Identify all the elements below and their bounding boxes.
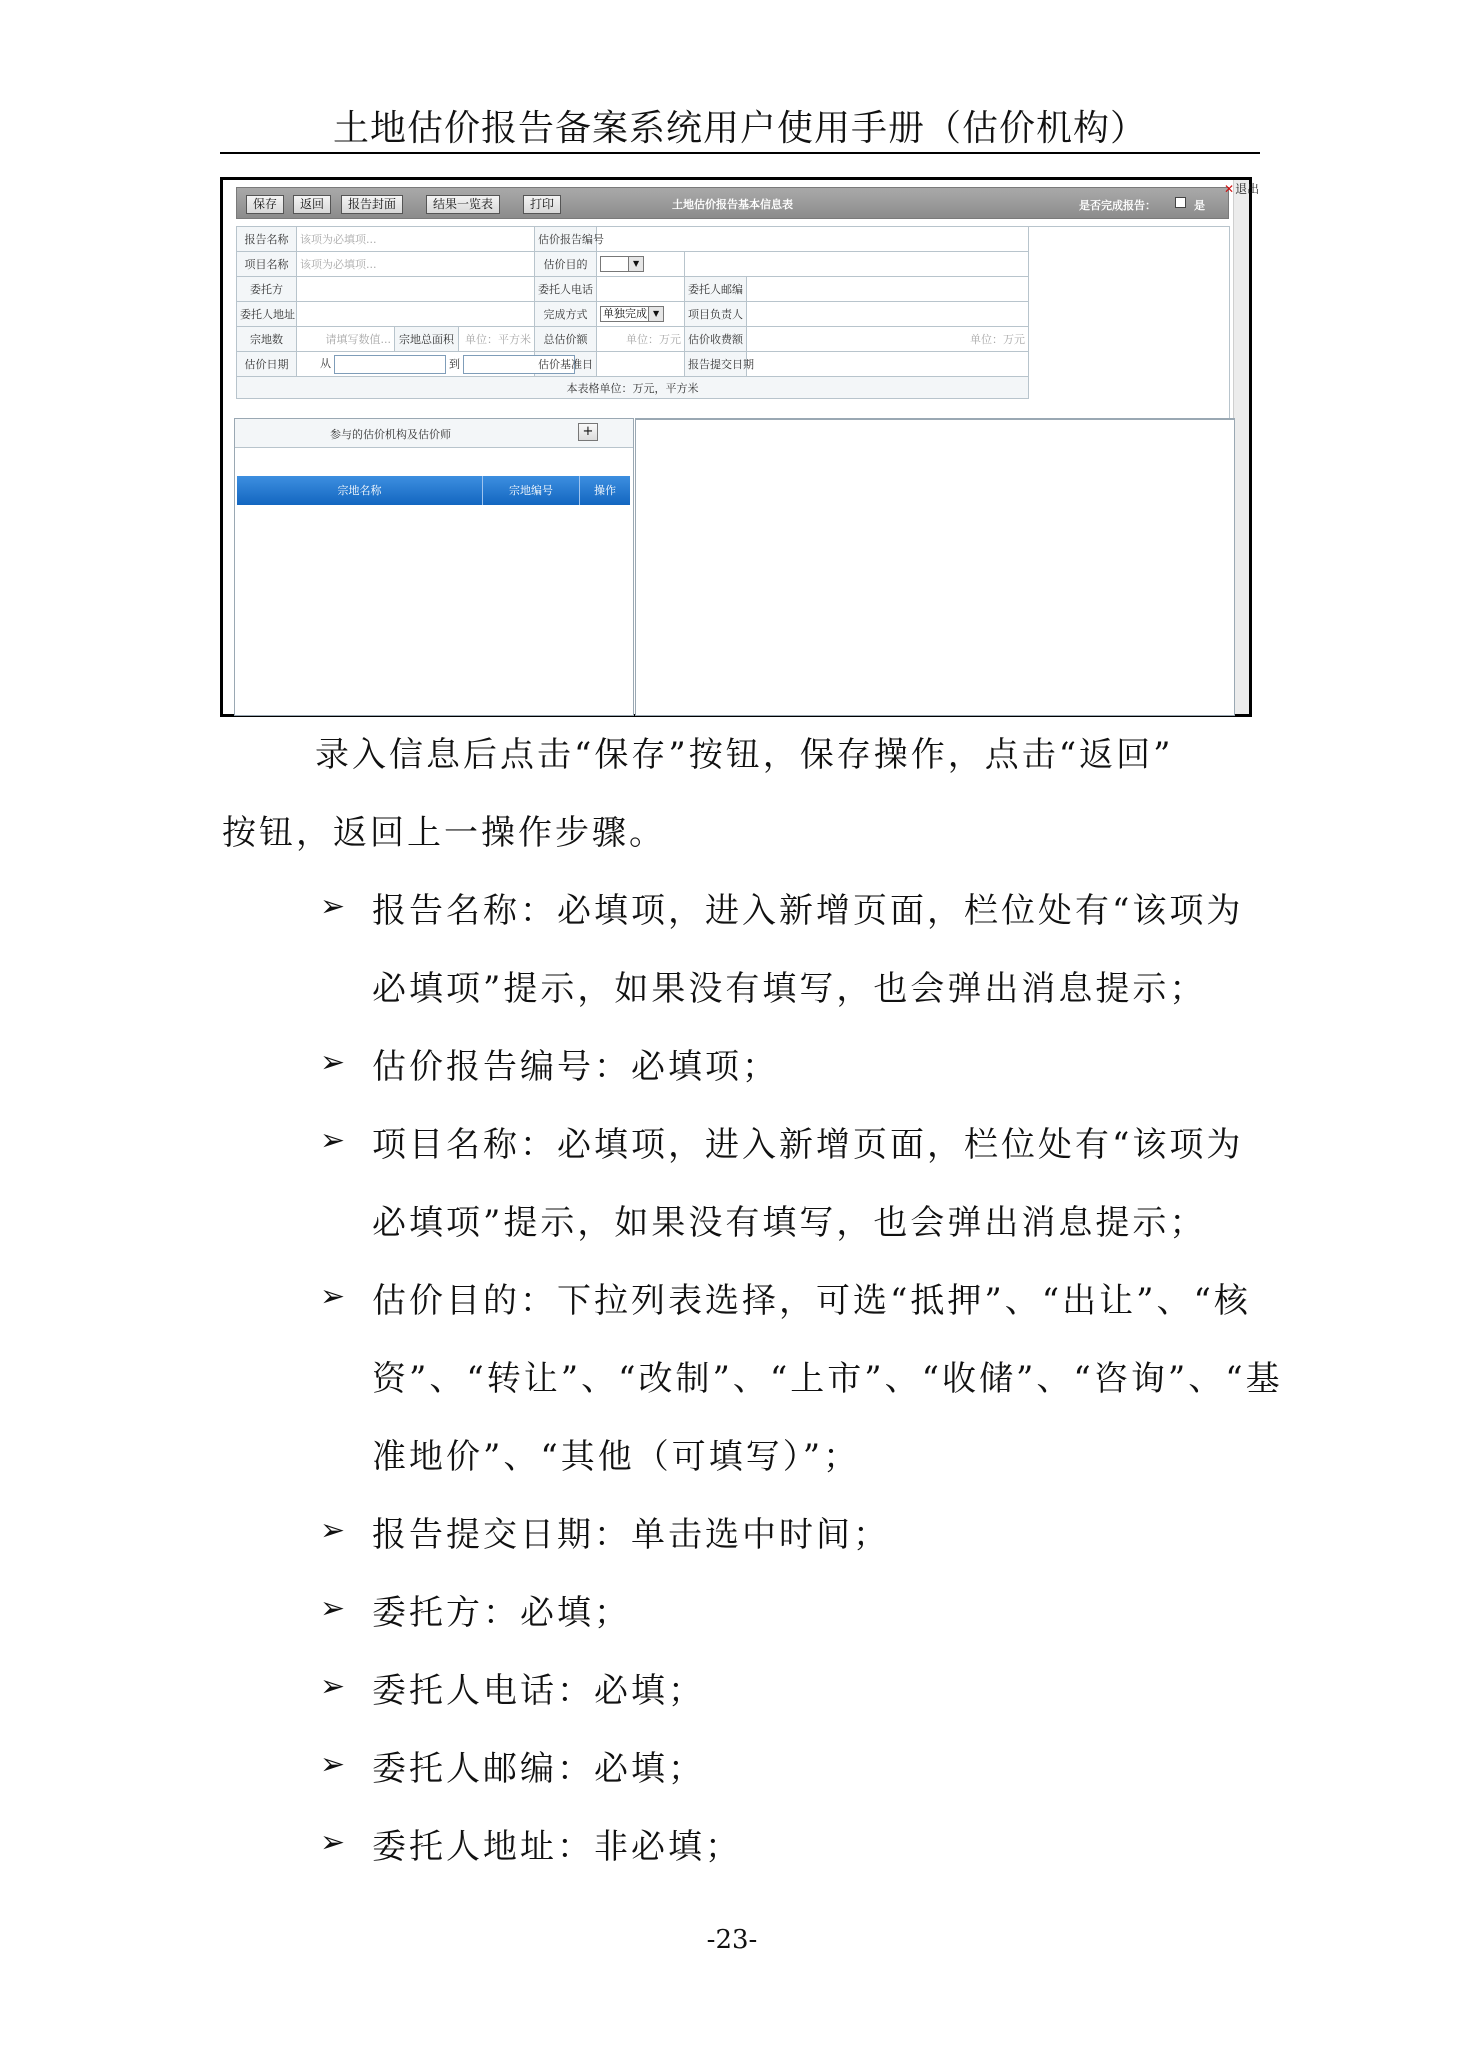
complete-yes-label: 是	[1194, 199, 1205, 212]
client-input[interactable]	[297, 277, 535, 302]
fee-label: 估价收费额	[685, 327, 747, 352]
project-name-input[interactable]: 该项为必填项...	[297, 252, 535, 277]
parcel-count-label: 宗地数	[237, 327, 297, 352]
save-button[interactable]: 保存	[246, 195, 284, 214]
bullet-purpose-3: 准地价”、“其他（可填写）”；	[372, 1437, 861, 1477]
bullet-client-zip: 委托人邮编：必填；	[372, 1749, 705, 1789]
bullet-client-address: 委托人地址：非必填；	[372, 1827, 742, 1867]
fee-input[interactable]: 单位：万元	[747, 327, 1029, 352]
client-address-label: 委托人地址	[237, 302, 297, 327]
print-button[interactable]: 打印	[523, 195, 561, 214]
client-zip-input[interactable]	[747, 277, 1029, 302]
dropdown-arrow-icon: ▼	[648, 307, 663, 321]
participants-header	[235, 419, 633, 448]
report-no-label: 估价报告编号	[535, 227, 597, 252]
completion-mode-select[interactable]: 单独完成 ▼	[600, 306, 664, 322]
bullet-report-no: 估价报告编号：必填项；	[372, 1047, 779, 1087]
intro-line-1: 录入信息后点击“保存”按钮，保存操作，点击“返回”	[315, 735, 1174, 775]
bullet-project-name-1: 项目名称：必填项，进入新增页面，栏位处有“该项为	[372, 1125, 1244, 1165]
bullet-purpose-1: 估价目的：下拉列表选择，可选“抵押”、“出让”、“核	[372, 1281, 1251, 1321]
to-label: 到	[449, 357, 460, 370]
project-leader-input[interactable]	[747, 302, 1029, 327]
bullet-project-name-2: 必填项”提示，如果没有填写，也会弹出消息提示；	[372, 1203, 1207, 1243]
base-date-label: 估价基准日	[535, 352, 597, 377]
complete-checkbox[interactable]	[1175, 197, 1186, 208]
screenshot-scrollbar[interactable]	[1233, 180, 1249, 714]
valuation-date-range	[297, 352, 535, 377]
bullet-submit-date: 报告提交日期：单击选中时间；	[372, 1515, 890, 1555]
client-address-input[interactable]	[297, 302, 535, 327]
dropdown-arrow-icon: ▼	[628, 257, 643, 271]
result-list-button[interactable]: 结果一览表	[426, 195, 500, 214]
bullet-marker: ➢	[320, 1279, 346, 1314]
embedded-screenshot	[220, 177, 1260, 717]
client-zip-label: 委托人邮编	[685, 277, 747, 302]
base-date-input[interactable]	[597, 352, 685, 377]
bullet-marker: ➢	[320, 889, 346, 924]
bullet-report-name-2: 必填项”提示，如果没有填写，也会弹出消息提示；	[372, 969, 1207, 1009]
purpose-select[interactable]	[600, 256, 644, 272]
bullet-purpose-2: 资”、“转让”、“改制”、“上市”、“收储”、“咨询”、“基	[372, 1359, 1283, 1399]
running-header: 土地估价报告备案系统用户使用手册（估价机构）	[332, 108, 1147, 149]
completion-mode-cell	[597, 302, 685, 327]
from-label: 从	[320, 357, 331, 370]
bullet-marker: ➢	[320, 1123, 346, 1158]
purpose-label: 估价目的	[535, 252, 597, 277]
participants-panel	[234, 418, 634, 716]
bullet-report-name-1: 报告名称：必填项，进入新增页面，栏位处有“该项为	[372, 891, 1244, 931]
bullet-client-phone: 委托人电话：必填；	[372, 1671, 705, 1711]
total-price-input[interactable]: 单位：万元	[597, 327, 685, 352]
bullet-marker: ➢	[320, 1513, 346, 1548]
form-title: 土地估价报告基本信息表	[672, 198, 793, 211]
completion-mode-label: 完成方式	[535, 302, 597, 327]
total-area-label: 宗地总面积	[395, 327, 459, 352]
bullet-marker: ➢	[320, 1825, 346, 1860]
parcel-count-input[interactable]: 请填写数值...	[297, 327, 395, 352]
purpose-cell	[597, 252, 685, 277]
client-phone-label: 委托人电话	[535, 277, 597, 302]
bullet-marker: ➢	[320, 1747, 346, 1782]
detail-panel	[635, 418, 1235, 716]
submit-date-input[interactable]	[747, 352, 1029, 377]
close-icon: ✕	[1224, 182, 1235, 196]
basic-info-form	[236, 226, 1029, 399]
report-name-label: 报告名称	[237, 227, 297, 252]
column-parcel-name[interactable]: 宗地名称	[237, 476, 483, 505]
empty-cell	[685, 252, 1029, 277]
column-operation[interactable]: 操作	[594, 484, 616, 497]
date-from-input[interactable]	[334, 355, 446, 374]
column-parcel-no[interactable]: 宗地编号	[483, 476, 580, 505]
complete-label: 是否完成报告：	[1079, 199, 1156, 212]
project-name-label: 项目名称	[237, 252, 297, 277]
client-phone-input[interactable]	[597, 277, 685, 302]
report-no-input[interactable]	[597, 227, 1029, 252]
submit-date-label: 报告提交日期	[685, 352, 747, 377]
bullet-client: 委托方：必填；	[372, 1593, 631, 1633]
bullet-marker: ➢	[320, 1669, 346, 1704]
client-label: 委托方	[237, 277, 297, 302]
report-cover-button[interactable]: 报告封面	[341, 195, 403, 214]
exit-button[interactable]: ✕退出	[1224, 182, 1260, 196]
valuation-date-label: 估价日期	[237, 352, 297, 377]
intro-line-2: 按钮，返回上一操作步骤。	[222, 813, 666, 853]
bullet-marker: ➢	[320, 1045, 346, 1080]
header-rule	[220, 152, 1260, 154]
total-price-label: 总估价额	[535, 327, 597, 352]
add-participant-button[interactable]: +	[578, 423, 598, 441]
toolbar	[236, 187, 1229, 219]
project-leader-label: 项目负责人	[685, 302, 747, 327]
page-number: -23-	[706, 1925, 758, 1955]
back-button[interactable]: 返回	[293, 195, 331, 214]
participants-title: 参与的估价机构及估价师	[330, 428, 451, 441]
report-name-input[interactable]: 该项为必填项...	[297, 227, 535, 252]
parcel-table-header	[237, 476, 630, 505]
total-area-input[interactable]: 单位：平方米	[459, 327, 535, 352]
unit-note: 本表格单位：万元，平方米	[237, 377, 1029, 399]
bullet-marker: ➢	[320, 1591, 346, 1626]
